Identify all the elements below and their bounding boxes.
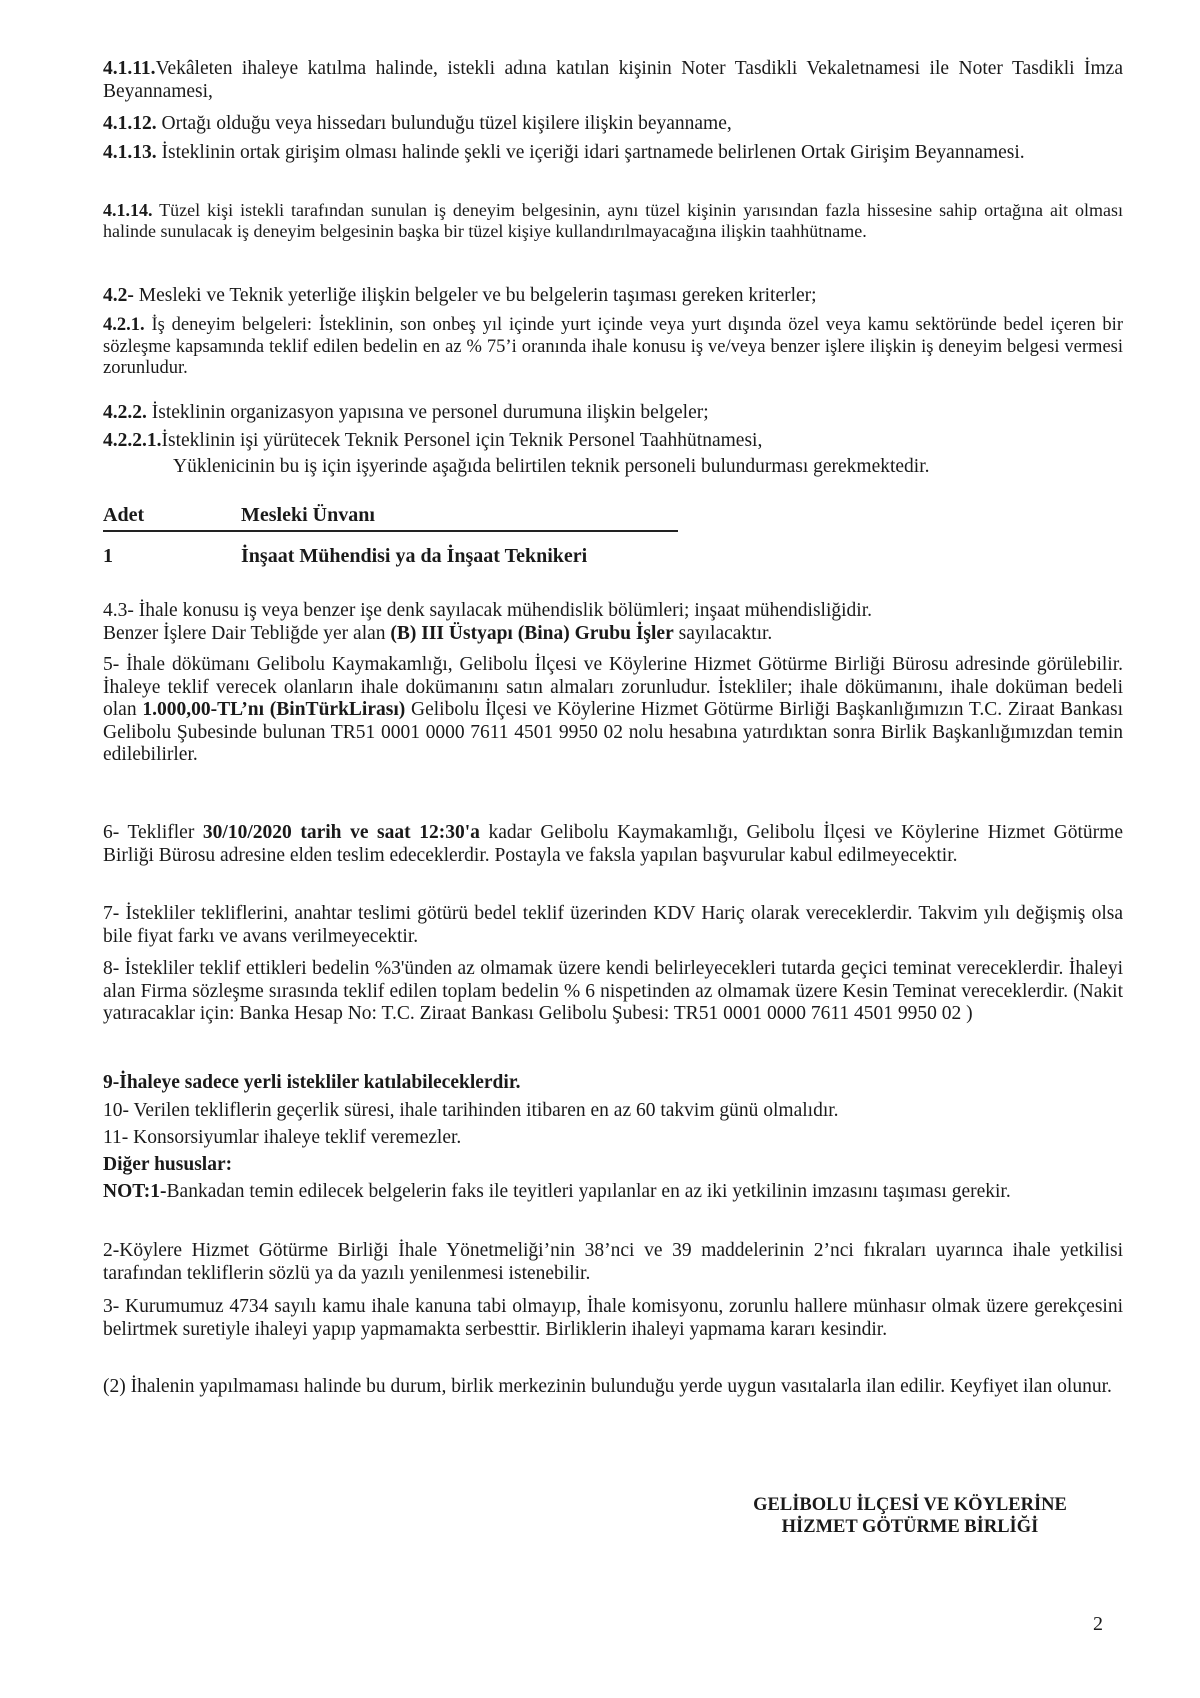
cell-adet: 1 <box>103 545 113 567</box>
signature-line-2: HİZMET GÖTÜRME BİRLİĞİ <box>781 1517 1039 1537</box>
clause-4-2-1: 4.2.1. İş deneyim belgeleri: İsteklinin, son onbeş yıl içinde yurt içinde veya yurt dışında özel veya kamu sektöründe bedel içeren bir sözleşme kapsamında teklif edilen bedelin en az % 75’i oranında ihale konusu iş ve/veya benzer işlere ilişkin iş deneyim belgesi vermesi zorunludur. <box>103 315 1123 378</box>
clause-4-1-12: 4.1.12. Ortağı olduğu veya hissedarı bulunduğu tüzel kişilere ilişkin beyanname, <box>103 113 732 134</box>
note-3: 3- Kurumumuz 4734 sayılı kamu ihale kanuna tabi olmayıp, İhale komisyonu, zorunlu hallere münhasır olmak üzere gerekçesini belirtmek suretiyle ihaleyi yapıp yapmamakta serbesttir. Birliklerin ihaleyi yapmama kararı kesindir. <box>103 1296 1123 1340</box>
clause-8: 8- İstekliler teklif ettikleri bedelin %3'ünden az olmamak üzere kendi belirleyecekleri tutarda geçici teminat vereceklerdir. İhaleyi alan Firma sözleşme sırasında teklif edilen toplam bedelin % 6 nispetinden az olmamak üzere Kesin Teminat vereceklerdir. (Nakit yatıracaklar için: Banka Hesap No: T.C. Ziraat Bankası Gelibolu Şubesi: TR51 0001 0000 7611 4501 9950 02 ) <box>103 958 1123 1024</box>
header-mesleki-unvani: Mesleki Ünvanı <box>241 504 375 526</box>
header-adet: Adet <box>103 504 145 526</box>
clause-9: 9-İhaleye sadece yerli istekliler katılabileceklerdir. <box>103 1072 521 1093</box>
clause-4-1-14: 4.1.14. Tüzel kişi istekli tarafından sunulan iş deneyim belgesinin, aynı tüzel kişinin yarısından fazla hissesine sahip ortağına ait olması halinde sunulacak iş deneyim belgesinin başka bir tüzel kişiye kullandırılmayacağına ilişkin taahhütname. <box>103 200 1123 241</box>
clause-4-2-2: 4.2.2. İsteklinin organizasyon yapısına ve personel durumuna ilişkin belgeler; <box>103 402 709 423</box>
note-1: NOT:1-Bankadan temin edilecek belgelerin faks ile teyitleri yapılanlar en az iki yetkilinin imzasını taşıması gerekir. <box>103 1181 1011 1202</box>
note-4: (2) İhalenin yapılmaması halinde bu durum, birlik merkezinin bulunduğu yerde uygun vasıtalarla ilan edilir. Keyfiyet ilan olunur. <box>103 1376 1112 1397</box>
clause-10: 10- Verilen tekliflerin geçerlik süresi, ihale tarihinden itibaren en az 60 takvim günü olmalıdır. <box>103 1100 839 1121</box>
clause-11: 11- Konsorsiyumlar ihaleye teklif veremezler. <box>103 1127 462 1148</box>
clause-4-2-2-1: 4.2.2.1.İsteklinin işi yürütecek Teknik Personel için Teknik Personel Taahhütnamesi, <box>103 430 763 451</box>
clause-5: 5- İhale dökümanı Gelibolu Kaymakamlığı, Gelibolu İlçesi ve Köylerine Hizmet Götürme Birliği Bürosu adresinde görülebilir. İhaleye teklif verecek olanların ihale dokümanını satın almaları zorunludur. İstekliler; ihale dökümanını, ihale doküman bedeli olan 1.000,00-TL’nı (BinTürkLirası) Gelibolu İlçesi ve Köylerine Hizmet Götürme Birliği Başkanlığımızın T.C. Ziraat Bankası Gelibolu Şubesinde bulunan TR51 0001 0000 7611 4501 9950 02 nolu hesabına yatırdıktan sonra Birlik Başkanlığımızdan temin edilebilirler. <box>103 654 1123 765</box>
signature-block <box>700 1494 1120 1538</box>
clause-4-2: 4.2- Mesleki ve Teknik yeterliğe ilişkin belgeler ve bu belgelerin taşıması gereken kriterler; <box>103 285 817 306</box>
personnel-table-header <box>103 504 678 532</box>
clause-7: 7- İstekliler tekliflerini, anahtar teslimi götürü bedel teklif üzerinden KDV Hariç olarak vereceklerdir. Takvim yılı değişmiş olsa bile fiyat farkı ve avans verilmeyecektir. <box>103 903 1123 947</box>
signature-line-1: GELİBOLU İLÇESİ VE KÖYLERİNE <box>753 1495 1067 1515</box>
personnel-note: Yüklenicinin bu iş için işyerinde aşağıda belirtilen teknik personeli bulundurması gerekmektedir. <box>173 456 930 477</box>
clause-4-1-11: 4.1.11.Vekâleten ihaleye katılma halinde, istekli adına katılan kişinin Noter Tasdikli Vekaletnamesi ile Noter Tasdikli İmza Beyannamesi, <box>103 58 1123 102</box>
cell-unvan: İnşaat Mühendisi ya da İnşaat Teknikeri <box>241 545 588 567</box>
clause-6: 6- Teklifler 30/10/2020 tarih ve saat 12:30'a kadar Gelibolu Kaymakamlığı, Gelibolu İlçesi ve Köylerine Hizmet Götürme Birliği Bürosu adresine elden teslim edeceklerdir. Postayla ve faksla yapılan başvurular kabul edilmeyecektir. <box>103 822 1123 866</box>
page-number: 2 <box>1093 1613 1103 1635</box>
note-2: 2-Köylere Hizmet Götürme Birliği İhale Yönetmeliği’nin 38’nci ve 39 maddelerinin 2’nci fıkraları uyarınca ihale yetkilisi tarafından tekliflerin sözlü ya da yazılı yenilenmesi istenebilir. <box>103 1240 1123 1284</box>
clause-4-1-13: 4.1.13. İsteklinin ortak girişim olması halinde şekli ve içeriği idari şartnamede belirlenen Ortak Girişim Beyannamesi. <box>103 142 1025 163</box>
clause-4-3: 4.3- İhale konusu iş veya benzer işe denk sayılacak mühendislik bölümleri; inşaat mühendisliğidir. Benzer İşlere Dair Tebliğde yer alan (B) III Üstyapı (Bina) Grubu İşler sayılacaktır. <box>103 600 872 644</box>
other-matters-heading: Diğer hususlar: <box>103 1154 233 1175</box>
